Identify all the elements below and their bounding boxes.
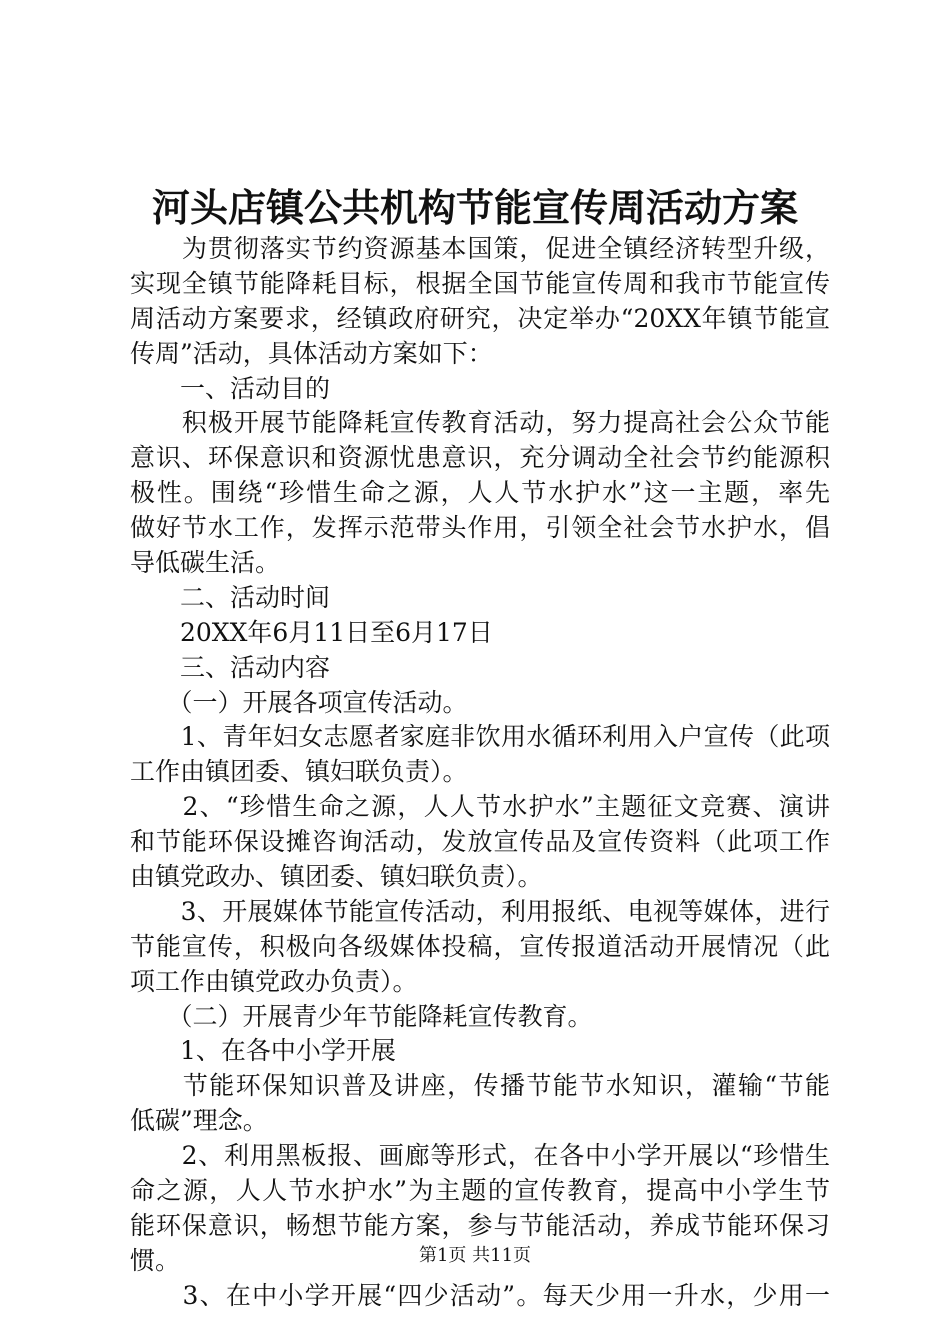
text-line: 为贯彻落实节约资源基本国策，促进全镇经济转型升级， <box>130 234 830 263</box>
text-line: 项工作由镇党政办负责）。 <box>130 966 418 996</box>
text-line: 20XX年6月11日至6月17日 <box>130 617 493 647</box>
text-line: 和节能环保设摊咨询活动，发放宣传品及宣传资料（此项工作 <box>130 827 830 857</box>
text-line: 节能环保知识普及讲座，传播节能节水知识，灌输“节能 <box>130 1071 830 1101</box>
text-line: （一）开展各项宣传活动。 <box>130 687 468 717</box>
text-line: 节能宣传，积极向各级媒体投稿，宣传报道活动开展情况（此 <box>130 931 830 961</box>
text-line: 2、“珍惜生命之源，人人节水护水”主题征文竞赛、演讲 <box>130 792 830 822</box>
text-line: 周活动方案要求，经镇政府研究，决定举办“20XX年镇节能宣 <box>130 303 830 333</box>
text-line: 能环保意识，畅想节能方案，参与节能活动，养成节能环保习 <box>130 1210 830 1240</box>
text-line: 低碳”理念。 <box>130 1106 268 1136</box>
text-line: 3、开展媒体节能宣传活动，利用报纸、电视等媒体，进行 <box>130 896 830 926</box>
page-footer: 第1页 共11页 <box>418 1245 532 1266</box>
document-title: 河头店镇公共机构节能宣传周活动方案 <box>151 185 798 230</box>
text-line: 3、在中小学开展“四少活动”。每天少用一升水，少用一 <box>130 1280 830 1310</box>
text-line: 意识、环保意识和资源忧患意识，充分调动全社会节约能源积 <box>130 443 830 473</box>
document-body <box>130 232 830 1314</box>
text-line: 2、利用黑板报、画廊等形式，在各中小学开展以“珍惜生 <box>130 1141 830 1171</box>
text-line: 由镇党政办、镇团委、镇妇联负责）。 <box>130 862 543 892</box>
text-line: 导低碳生活。 <box>130 548 281 578</box>
text-line: 实现全镇节能降耗目标，根据全国节能宣传周和我市节能宣传 <box>130 268 830 298</box>
text-line: 三、活动内容 <box>130 652 331 682</box>
text-line: 积极开展节能降耗宣传教育活动，努力提高社会公众节能 <box>130 408 830 438</box>
text-line: 二、活动时间 <box>130 582 331 612</box>
text-line: 极性。围绕“珍惜生命之源，人人节水护水”这一主题，率先 <box>130 478 830 508</box>
text-line: 一、活动目的 <box>130 373 331 403</box>
text-line: 工作由镇团委、镇妇联负责）。 <box>130 757 468 787</box>
text-line: 惯。 <box>130 1245 181 1275</box>
text-line: 传周”活动，具体活动方案如下： <box>130 338 493 368</box>
text-line: （二）开展青少年节能降耗宣传教育。 <box>130 1001 593 1031</box>
text-line: 1、青年妇女志愿者家庭非饮用水循环利用入户宣传（此项 <box>130 722 830 752</box>
text-line: 命之源，人人节水护水”为主题的宣传教育，提高中小学生节 <box>130 1176 830 1206</box>
text-line: 做好节水工作，发挥示范带头作用，引领全社会节水护水，倡 <box>130 513 830 543</box>
text-line: 1、在各中小学开展 <box>130 1036 396 1066</box>
